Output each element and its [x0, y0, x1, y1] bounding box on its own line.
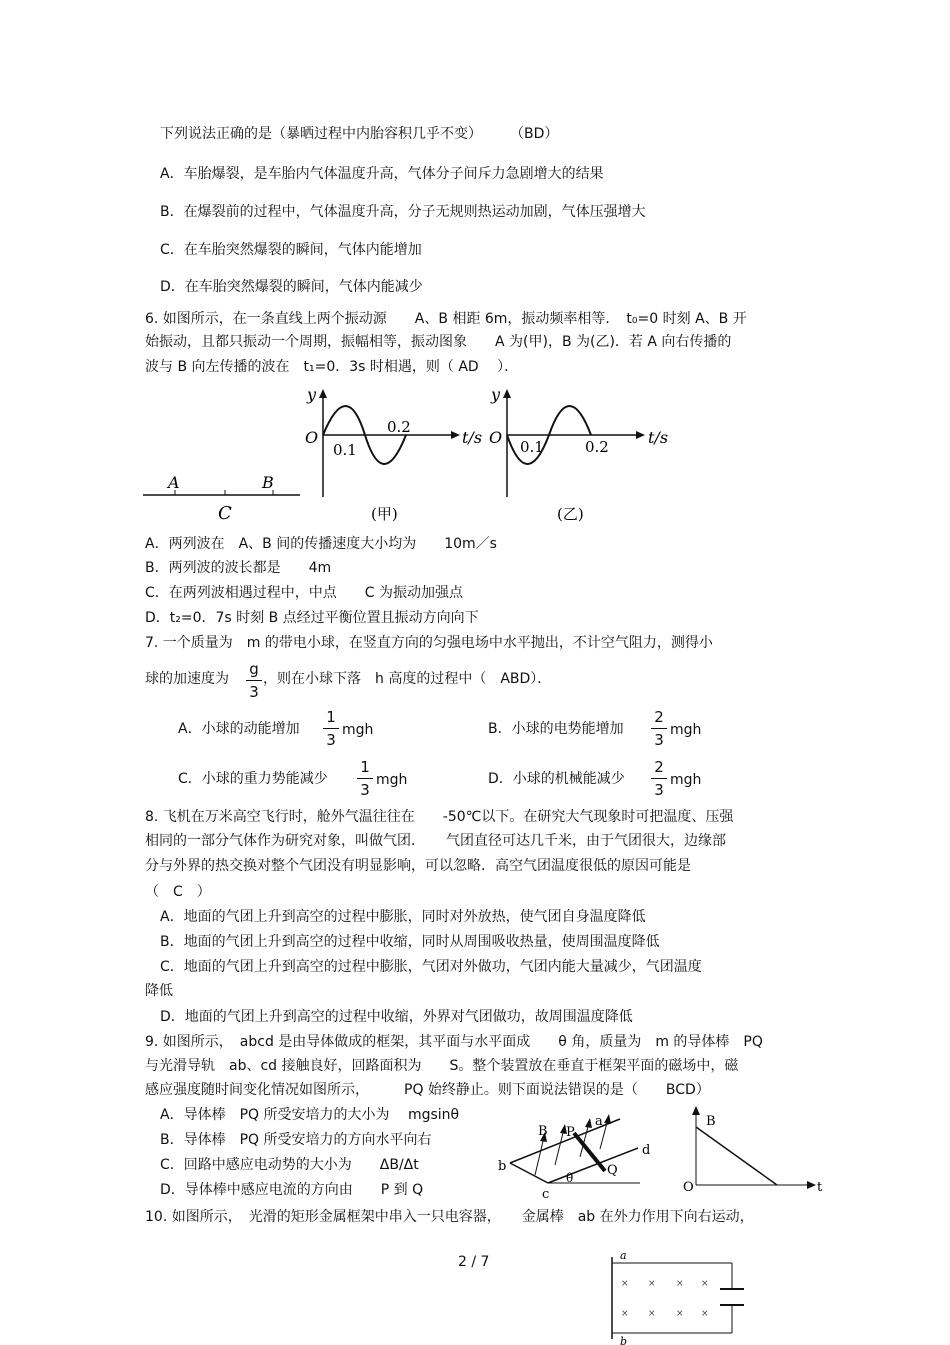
q6-point-c-label: C — [218, 503, 232, 524]
q10-stem: 10. 如图所示， 光滑的矩形金属框架中串入一只电容器， 金属棒 ab 在外力作用下向右运动， — [145, 1209, 754, 1225]
q6-yi-axis-label: t/s — [648, 428, 669, 447]
q7-option-a-fraction: 1 3 — [323, 708, 339, 749]
q10-field-mark: × — [676, 1279, 684, 1289]
q7-option-c-fraction: 1 3 — [357, 758, 373, 799]
q7-option-c: C．小球的重力势能减少 — [178, 771, 328, 787]
q9-d-label: d — [642, 1143, 651, 1158]
q6-jia-origin-label: O — [305, 428, 319, 447]
q7-stem-line-2b: ，则在小球下落 h 高度的过程中（ ABD）． — [263, 671, 552, 687]
q9-c-label: c — [542, 1187, 550, 1202]
q10-a-label: a — [620, 1249, 627, 1262]
q7-option-b-fraction: 2 3 — [651, 708, 667, 749]
q9-stem-line-1: 9. 如图所示， abcd 是由导体做成的框架，其平面与水平面成 θ 角，质量为 m 的导体棒 PQ — [145, 1034, 763, 1050]
q6-option-d: D．t₂=0．7s 时刻 B 点经过平衡位置且振动方向向下 — [145, 610, 479, 626]
q8-stem-line-1: 8. 飞机在万米高空飞行时，舱外气温往往在 -50℃以下。在研究大气现象时可把温度、压强 — [145, 809, 734, 825]
q6-jia-tick-0-1: 0.1 — [333, 441, 357, 459]
q8-answer: （ C ） — [145, 884, 211, 900]
q8-stem-line-3: 分与外界的热交换对整个气团没有明显影响，可以忽略．高空气团温度很低的原因可能是 — [145, 858, 691, 874]
q6-jia-tick-0-2: 0.2 — [387, 418, 411, 436]
q6-stem-line-2: 始振动，且都只振动一个周期，振幅相等，振动图象 A 为(甲)，B 为(乙)．若 A 向右传播的 — [145, 334, 732, 350]
q7-fraction-g-over-3: g 3 — [246, 660, 262, 701]
q6-jia-y-label: y — [307, 385, 317, 404]
q9-theta-label: θ — [566, 1171, 574, 1185]
q9-stem-line-3: 感应强度随时间变化情况如图所示， PQ 始终静止。则下面说法错误的是（ BCD） — [145, 1082, 710, 1098]
q6-yi-origin-label: O — [489, 428, 503, 447]
page-number: 2 / 7 — [458, 1254, 490, 1270]
q6-yi-tick-0-2: 0.2 — [585, 438, 609, 456]
q8-option-c-cont: 降低 — [145, 983, 173, 999]
q9-bt-line — [696, 1127, 777, 1185]
q6-point-a-label: A — [168, 473, 180, 492]
q5-option-d: D．在车胎突然爆裂的瞬间，气体内能减少 — [160, 279, 423, 295]
q6-figure — [140, 385, 680, 525]
q6-stem-line-1: 6. 如图所示，在一条直线上两个振动源 A、B 相距 6m，振动频率相等． t₀=0 时刻 A、B 开 — [145, 311, 747, 327]
q7-option-d: D．小球的机械能减少 — [488, 771, 625, 787]
q10-field-mark: × — [676, 1309, 684, 1319]
q7-stem-line-2a: 球的加速度为 — [145, 671, 229, 687]
q9-bt-origin-label: O — [683, 1180, 694, 1195]
q7-option-a: A．小球的动能增加 — [178, 721, 300, 737]
q9-figure — [490, 1105, 850, 1205]
q9-a-label: a — [595, 1114, 603, 1129]
q9-stem-line-2: 与光滑导轨 ab、cd 接触良好，回路面积为 S。整个装置放在垂直于框架平面的磁场中，磁 — [145, 1058, 739, 1074]
q7-option-c-unit: mgh — [376, 772, 408, 788]
q6-stem-line-3: 波与 B 向左传播的波在 t₁=0．3s 时相遇，则（ AD ）． — [145, 359, 519, 375]
q9-b-label: b — [498, 1159, 507, 1174]
q6-point-b-label: B — [262, 473, 274, 492]
q10-b-label: b — [620, 1335, 628, 1345]
q10-field-mark: × — [648, 1279, 656, 1289]
q10-field-mark: × — [701, 1279, 709, 1289]
q7-stem-line-1: 7. 一个质量为 m 的带电小球，在竖直方向的匀强电场中水平抛出，不计空气阻力，测得小 — [145, 635, 713, 651]
q7-option-a-unit: mgh — [342, 722, 374, 738]
q9-bt-x-label: t — [817, 1180, 823, 1195]
q7-option-d-unit: mgh — [670, 772, 702, 788]
q6-option-a: A．两列波在 A、B 间的传播速度大小均为 10m／s — [145, 536, 497, 552]
q10-field-mark: × — [621, 1279, 629, 1289]
q8-option-b: B．地面的气团上升到高空的过程中收缩，同时从周围吸收热量，使周围温度降低 — [160, 934, 660, 950]
q5-stem: 下列说法正确的是（暴晒过程中内胎容积几乎不变） （BD） — [160, 126, 559, 142]
q6-yi-caption: (乙) — [557, 505, 584, 523]
q5-option-c: C．在车胎突然爆裂的瞬间，气体内能增加 — [160, 242, 422, 258]
q9-option-b: B．导体棒 PQ 所受安培力的方向水平向右 — [160, 1132, 432, 1148]
q5-option-a: A．车胎爆裂，是车胎内气体温度升高，气体分子间斥力急剧增大的结果 — [160, 166, 604, 182]
q9-q-label: Q — [607, 1163, 618, 1178]
q10-field-mark: × — [621, 1309, 629, 1319]
q5-option-b: B．在爆裂前的过程中，气体温度升高，分子无规则热运动加剧，气体压强增大 — [160, 204, 646, 220]
q10-field-mark: × — [648, 1309, 656, 1319]
q10-field-mark: × — [701, 1309, 709, 1319]
q6-option-b: B．两列波的波长都是 4m — [145, 560, 332, 576]
q8-stem-line-2: 相同的一部分气体作为研究对象，叫做气团． 气团直径可达几千米，由于气团很大，边缘部 — [145, 833, 726, 849]
q6-jia-caption: (甲) — [371, 505, 398, 523]
q6-option-c: C．在两列波相遇过程中，中点 C 为振动加强点 — [145, 585, 463, 601]
q7-option-b: B．小球的电势能增加 — [488, 721, 624, 737]
q7-option-d-fraction: 2 3 — [651, 758, 667, 799]
q9-option-d: D．导体棒中感应电流的方向由 P 到 Q — [160, 1182, 424, 1198]
q10-figure — [598, 1245, 768, 1345]
q9-p-label: P — [566, 1125, 575, 1140]
q8-option-c: C．地面的气团上升到高空的过程中膨胀，气团对外做功，气团内能大量减少，气团温度 — [160, 959, 702, 975]
q6-jia-axis-label: t/s — [462, 428, 483, 447]
q8-option-a: A．地面的气团上升到高空的过程中膨胀，同时对外放热，使气团自身温度降低 — [160, 909, 646, 925]
q7-option-b-unit: mgh — [670, 722, 702, 738]
q8-option-d: D．地面的气团上升到高空的过程中收缩，外界对气团做功，故周围温度降低 — [160, 1009, 633, 1025]
q9-option-a: A．导体棒 PQ 所受安培力的大小为 mgsinθ — [160, 1107, 460, 1123]
q9-bt-y-label: B — [706, 1114, 716, 1129]
q6-yi-tick-0-1: 0.1 — [520, 438, 544, 456]
q6-yi-y-label: y — [491, 385, 501, 404]
q9-b-field-label: B — [538, 1124, 548, 1139]
q9-option-c: C．回路中感应电动势的大小为 ΔB/Δt — [160, 1157, 419, 1173]
